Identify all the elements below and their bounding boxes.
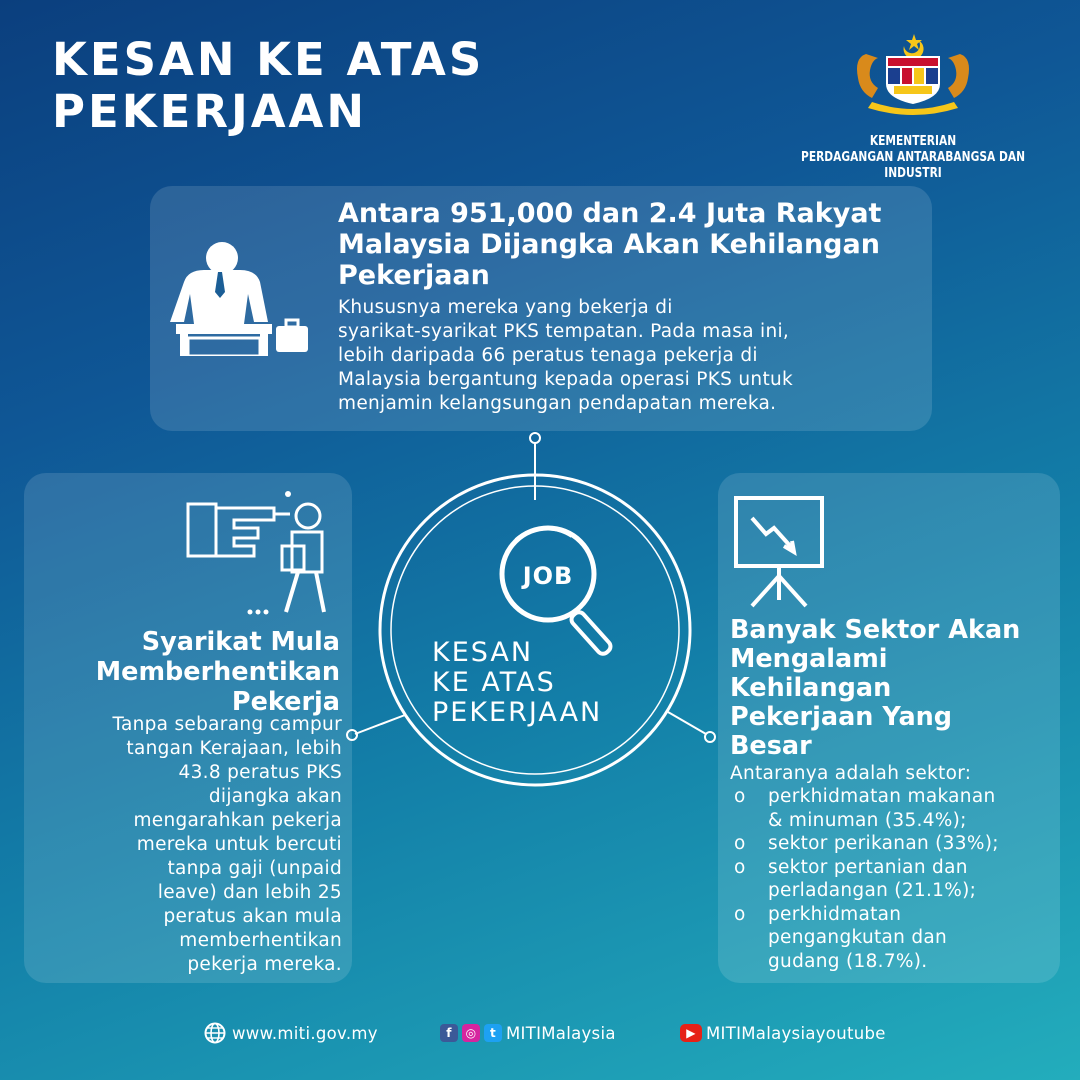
left-body-line: 43.8 peratus PKS — [178, 762, 342, 783]
coat-of-arms-logo — [848, 32, 978, 116]
magnifier-shine — [516, 528, 572, 540]
list-item-line: gudang (18.7%). — [768, 950, 928, 972]
left-body-line: tanpa gaji (unpaid — [167, 858, 342, 879]
ministry-name — [790, 134, 1036, 182]
right-card-intro: Antaranya adalah sektor: — [730, 763, 972, 784]
list-item-line: sektor pertanian dan — [768, 856, 968, 878]
website-link[interactable]: www.miti.gov.my — [232, 1023, 378, 1043]
center-label-line: KE ATAS — [432, 667, 556, 698]
left-body-line: leave) dan lebih 25 — [157, 882, 342, 903]
list-item-line: perladangan (21.1%); — [768, 880, 977, 901]
connector-right — [668, 712, 706, 734]
list-item — [730, 856, 1055, 903]
left-body-line: Tanpa sebarang campur — [112, 714, 342, 735]
left-body-line: tangan Kerajaan, lebih — [126, 738, 342, 759]
bullet: o — [734, 903, 746, 925]
center-label — [432, 638, 632, 728]
top-body-line: Khususnya mereka yang bekerja di — [338, 297, 673, 318]
connector-top-node — [530, 433, 540, 443]
center-ring-outer — [380, 475, 690, 785]
bullet: o — [734, 856, 746, 878]
left-heading-line: Memberhentikan — [95, 657, 340, 687]
youtube-handle[interactable]: MITIMalaysiayoutube — [706, 1023, 886, 1043]
page-title — [52, 34, 484, 138]
globe-icon — [204, 1022, 226, 1044]
left-body-line: mengarahkan pekerja — [133, 810, 342, 831]
list-item — [730, 832, 1055, 856]
top-heading-line: Antara 951,000 dan 2.4 Juta Rakyat — [338, 198, 882, 229]
footer-website[interactable] — [204, 1020, 378, 1046]
center-label-line: PEKERJAAN — [432, 697, 603, 728]
ministry-line-2: PERDAGANGAN ANTARABANGSA DAN INDUSTRI — [801, 150, 1025, 181]
connector-right-node — [705, 732, 715, 742]
title-line-1: KESAN KE ATAS — [52, 33, 485, 86]
bullet: o — [734, 786, 746, 807]
right-heading-line: Pekerjaan Yang — [730, 702, 953, 732]
top-heading-line: Pekerjaan — [338, 260, 490, 291]
center-label-line: KESAN — [432, 637, 534, 668]
bullet: o — [734, 833, 746, 854]
ministry-line-1: KEMENTERIAN — [869, 134, 957, 149]
right-heading-line: Banyak Sektor Akan — [730, 615, 1021, 645]
left-body-line: mereka untuk bercuti — [136, 834, 342, 855]
title-line-2: PEKERJAAN — [52, 85, 368, 138]
left-card-body — [40, 713, 342, 977]
top-body-line: syarikat-syarikat PKS tempatan. Pada masa ini, — [338, 321, 790, 342]
connector-left — [355, 715, 405, 734]
list-item-line: perkhidmatan — [768, 903, 902, 925]
list-item — [730, 903, 1055, 974]
left-body-line: dijangka akan — [208, 786, 342, 807]
instagram-icon[interactable]: ◎ — [462, 1024, 480, 1042]
top-body-line: Malaysia bergantung kepada operasi PKS untuk — [338, 369, 794, 390]
list-item-line: perkhidmatan makanan — [768, 786, 996, 807]
footer-social[interactable] — [440, 1020, 616, 1046]
left-card-heading — [40, 627, 340, 717]
facebook-icon[interactable]: f — [440, 1024, 458, 1042]
left-body-line: pekerja mereka. — [187, 954, 342, 975]
top-card-heading — [338, 198, 918, 291]
top-card-body — [338, 296, 923, 416]
job-text: JOB — [522, 562, 574, 590]
list-item-line: pengangkutan dan — [768, 927, 948, 948]
right-heading-line: Kehilangan — [730, 673, 892, 703]
sad-worker-icon — [170, 238, 310, 356]
footer-youtube[interactable] — [680, 1020, 886, 1046]
youtube-icon[interactable]: ▶ — [680, 1024, 702, 1042]
center-ring-inner — [391, 486, 679, 774]
left-body-line: memberhentikan — [179, 930, 342, 951]
right-heading-line: Mengalami — [730, 644, 888, 674]
sector-list — [730, 785, 1055, 973]
social-handle[interactable]: MITIMalaysia — [506, 1023, 616, 1043]
list-item — [730, 785, 1055, 832]
right-card-heading — [730, 616, 1050, 761]
left-heading-line: Pekerja — [231, 687, 340, 717]
list-item-line: sektor perikanan (33%); — [768, 833, 999, 854]
right-heading-line: Besar — [730, 731, 812, 761]
top-body-line: menjamin kelangsungan pendapatan mereka. — [338, 393, 777, 414]
left-heading-line: Syarikat Mula — [141, 627, 340, 657]
top-body-line: lebih daripada 66 peratus tenaga pekerja di — [338, 345, 758, 366]
twitter-icon[interactable]: t — [484, 1024, 502, 1042]
list-item-line: & minuman (35.4%); — [768, 809, 967, 831]
top-heading-line: Malaysia Dijangka Akan Kehilangan — [338, 229, 880, 260]
left-body-line: peratus akan mula — [163, 906, 342, 927]
